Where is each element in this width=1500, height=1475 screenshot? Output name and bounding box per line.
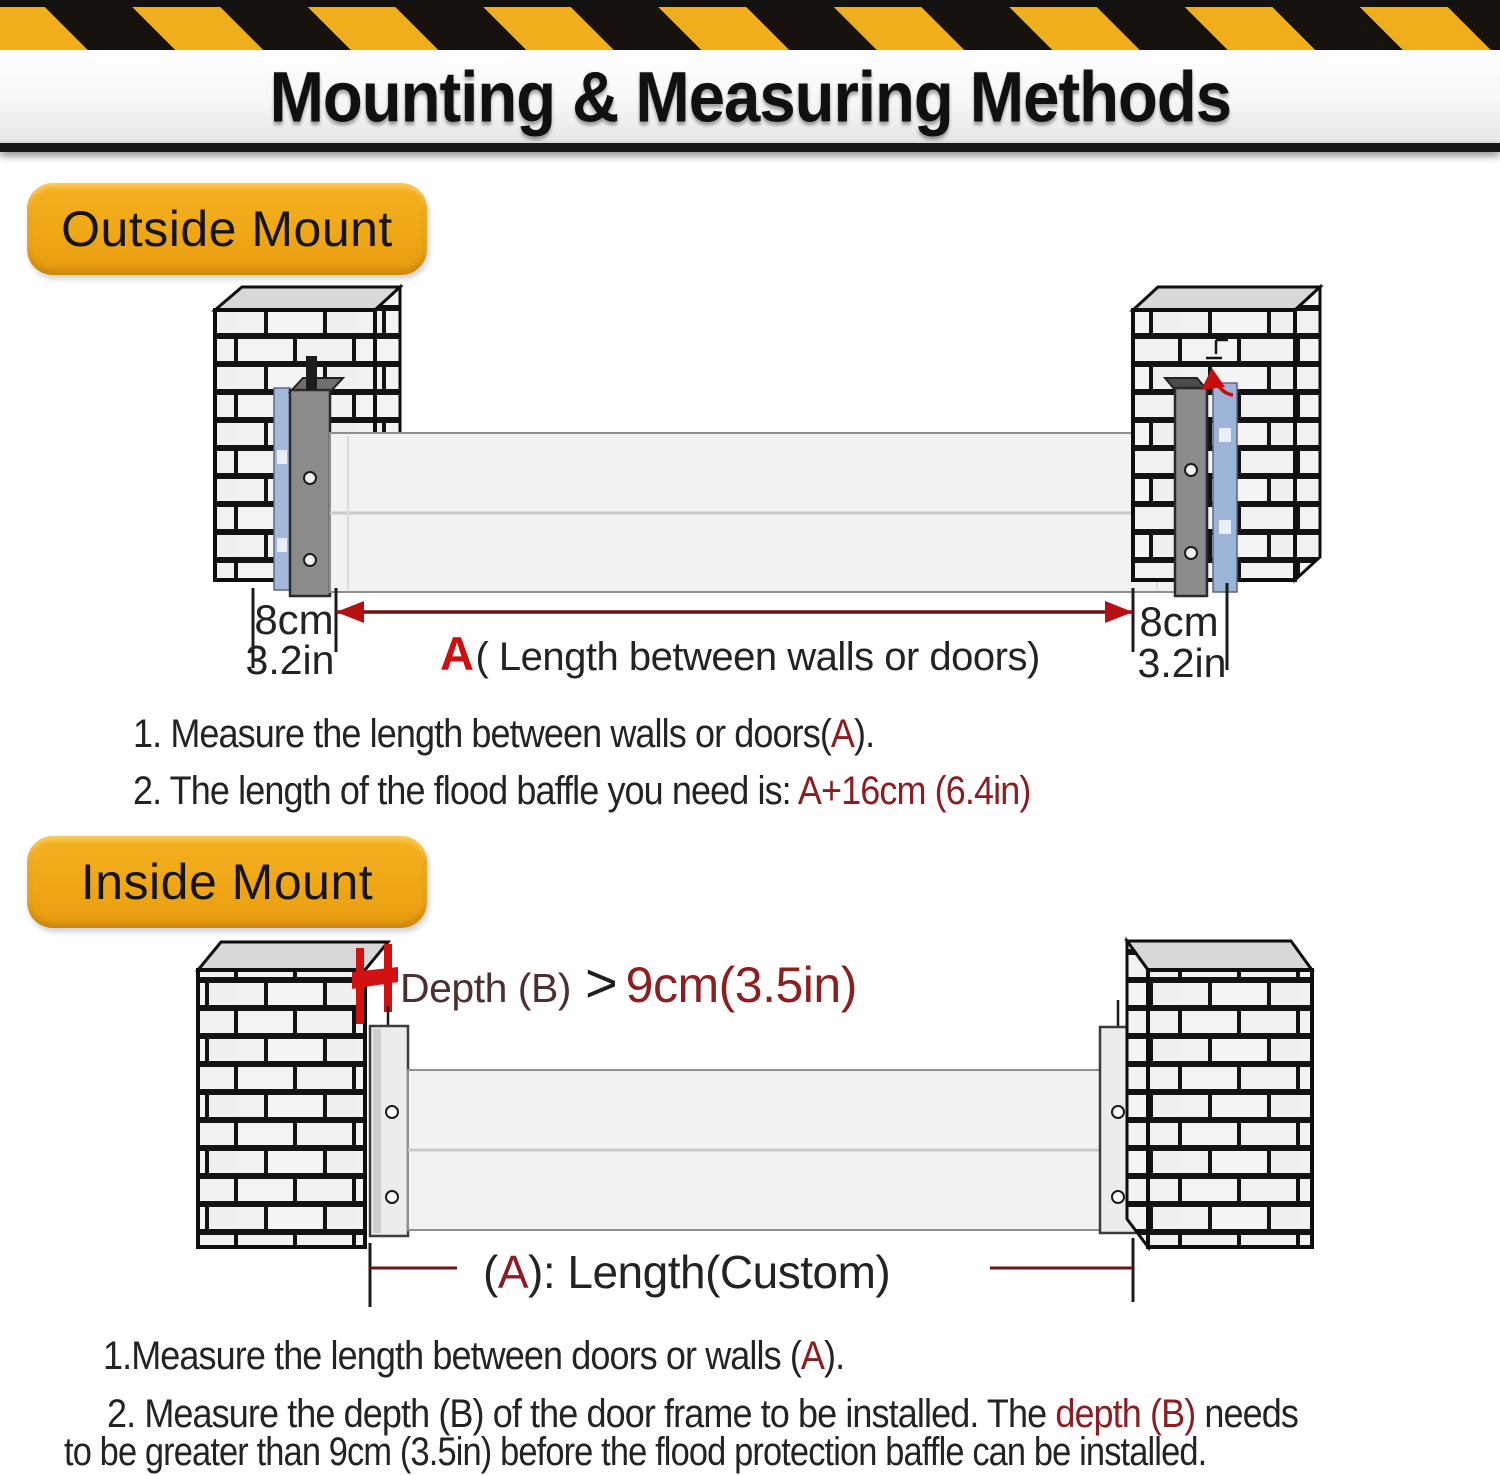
span-length-text: ( Length between walls or doors): [475, 635, 1040, 679]
outside-right-offset-in: 3.2in: [1137, 640, 1227, 686]
span-length-label: [440, 626, 1040, 681]
greater-than-sign: >: [584, 951, 618, 1014]
flood-baffle-inside: [408, 1070, 1100, 1230]
inside-step-1: [103, 1334, 844, 1379]
outside-step-1: [133, 712, 874, 757]
left-channel: [370, 1026, 408, 1236]
inside-step-2-em: depth (B): [1055, 1392, 1196, 1436]
inside-length-post: ): Length(Custom): [528, 1246, 891, 1298]
outside-step-1-em: A: [830, 712, 855, 756]
outside-right-offset-cm: 8cm: [1139, 598, 1219, 645]
inside-step-1-post: ).: [824, 1334, 845, 1378]
depth-value-text: 9cm(3.5in): [625, 957, 857, 1013]
page-title: Mounting & Measuring Methods: [269, 56, 1231, 137]
inside-step-2-post: needs: [1195, 1392, 1298, 1436]
depth-requirement-label: [400, 950, 857, 1015]
outside-step-1-post: ).: [854, 712, 875, 756]
inside-step-2-cont: to be greater than 9cm (3.5in) before the flood protection baffle can be installed.: [64, 1430, 1207, 1474]
inside-length-label: [483, 1245, 890, 1299]
inside-length-pre: (: [483, 1246, 498, 1298]
span-arrow: [336, 601, 1133, 623]
outside-step-1-pre: 1. Measure the length between walls or doors(: [133, 712, 831, 756]
inside-mount-badge-label: Inside Mount: [80, 854, 374, 910]
span-length-var: A: [440, 627, 474, 680]
outside-left-offset-cm: 8cm: [254, 596, 334, 643]
right-brick-pillar-2: [1127, 941, 1312, 1247]
inside-length-var: A: [497, 1246, 529, 1298]
right-seal-strip: [1213, 383, 1237, 592]
depth-label-text: Depth (B): [400, 965, 571, 1011]
outside-left-offset-in: 3.2in: [245, 637, 335, 683]
outside-step-2-pre: 2. The length of the flood baffle you need is:: [133, 769, 798, 813]
inside-step-2-pre: 2. Measure the depth (B) of the door frame to be installed. The: [107, 1392, 1056, 1436]
left-seal-strip: [274, 388, 290, 590]
inside-step-1-pre: 1.Measure the length between doors or walls (: [103, 1334, 801, 1378]
flood-baffle-outside: [330, 433, 1175, 592]
outside-step-2-em: A+16cm (6.4in): [797, 769, 1031, 813]
outside-mount-badge-label: Outside Mount: [61, 201, 393, 257]
inside-step-1-em: A: [800, 1334, 825, 1378]
outside-step-2: [133, 769, 1030, 814]
